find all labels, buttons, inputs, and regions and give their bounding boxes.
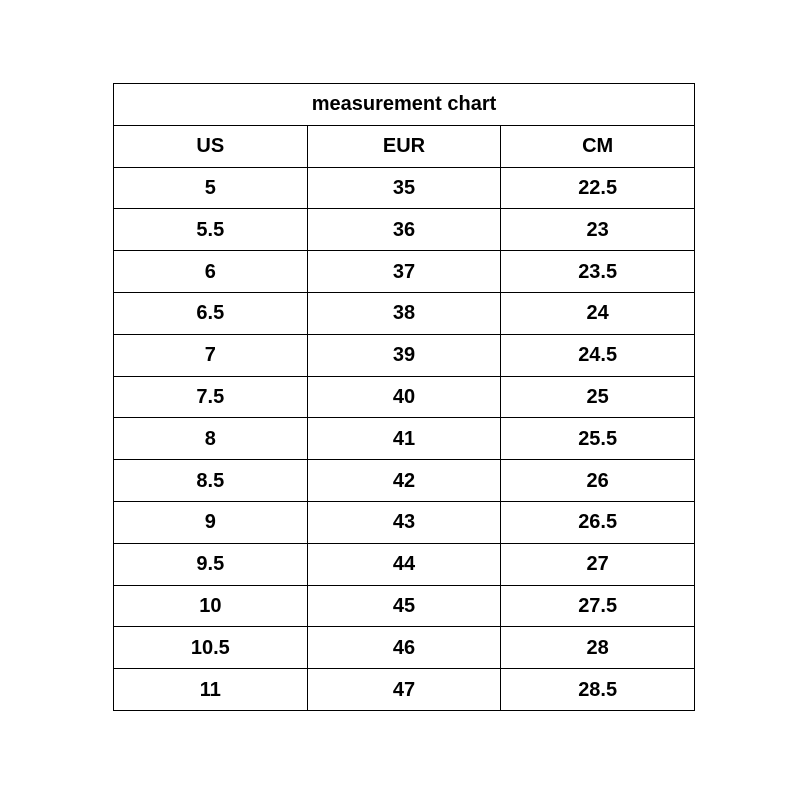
cell-eur: 43	[307, 501, 501, 543]
cell-us: 7	[114, 334, 308, 376]
cell-eur: 45	[307, 585, 501, 627]
cell-cm: 27.5	[501, 585, 695, 627]
table-row	[114, 669, 695, 711]
cell-eur: 40	[307, 376, 501, 418]
cell-us: 9	[114, 501, 308, 543]
cell-cm: 24	[501, 292, 695, 334]
cell-eur: 36	[307, 209, 501, 251]
cell-cm: 23.5	[501, 251, 695, 293]
cell-eur: 35	[307, 167, 501, 209]
cell-eur: 47	[307, 669, 501, 711]
cell-eur: 44	[307, 543, 501, 585]
table-row	[114, 585, 695, 627]
column-header-us: US	[114, 125, 308, 167]
cell-cm: 28.5	[501, 669, 695, 711]
cell-cm: 22.5	[501, 167, 695, 209]
cell-us: 10	[114, 585, 308, 627]
cell-eur: 41	[307, 418, 501, 460]
cell-eur: 38	[307, 292, 501, 334]
cell-us: 7.5	[114, 376, 308, 418]
cell-us: 8.5	[114, 460, 308, 502]
table-row	[114, 376, 695, 418]
column-header-eur: EUR	[307, 125, 501, 167]
cell-cm: 27	[501, 543, 695, 585]
cell-us: 6.5	[114, 292, 308, 334]
table-row	[114, 209, 695, 251]
table-row	[114, 292, 695, 334]
cell-cm: 25.5	[501, 418, 695, 460]
cell-eur: 39	[307, 334, 501, 376]
cell-us: 11	[114, 669, 308, 711]
header-row	[114, 125, 695, 167]
cell-cm: 24.5	[501, 334, 695, 376]
cell-cm: 23	[501, 209, 695, 251]
measurement-chart-table	[113, 83, 695, 711]
cell-eur: 42	[307, 460, 501, 502]
table-row	[114, 418, 695, 460]
table-row	[114, 251, 695, 293]
cell-us: 5.5	[114, 209, 308, 251]
table-row	[114, 501, 695, 543]
table-row	[114, 167, 695, 209]
title-row	[114, 84, 695, 126]
cell-us: 10.5	[114, 627, 308, 669]
cell-us: 6	[114, 251, 308, 293]
table-row	[114, 334, 695, 376]
cell-eur: 46	[307, 627, 501, 669]
cell-cm: 25	[501, 376, 695, 418]
table-title: measurement chart	[114, 84, 695, 126]
cell-us: 5	[114, 167, 308, 209]
cell-cm: 26.5	[501, 501, 695, 543]
cell-us: 9.5	[114, 543, 308, 585]
table-row	[114, 627, 695, 669]
cell-cm: 26	[501, 460, 695, 502]
table-row	[114, 460, 695, 502]
cell-cm: 28	[501, 627, 695, 669]
cell-us: 8	[114, 418, 308, 460]
column-header-cm: CM	[501, 125, 695, 167]
cell-eur: 37	[307, 251, 501, 293]
table-row	[114, 543, 695, 585]
